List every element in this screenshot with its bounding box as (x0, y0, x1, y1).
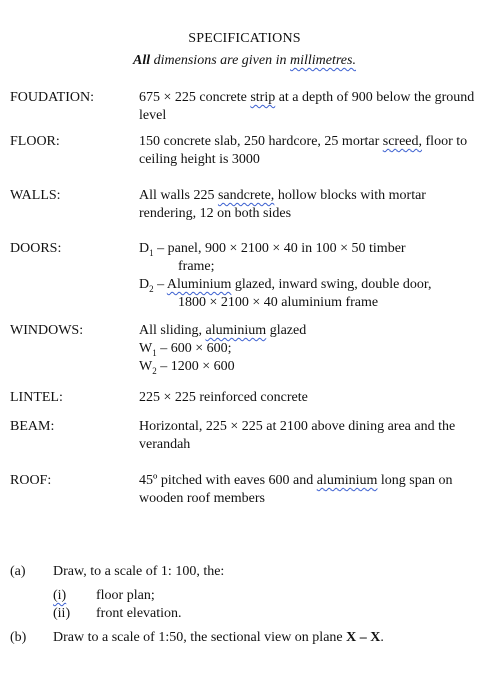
page-subtitle (0, 52, 489, 70)
windows-desc: All sliding, aluminium glazed (139, 323, 307, 338)
plane-label: X – X (346, 630, 381, 645)
walls-label: WALLS: (10, 188, 61, 203)
subtitle-text: dimensions are given in (150, 53, 290, 68)
floor-value: 150 concrete slab, 250 hardcore, 25 mortar screed, floor to ceiling height is 3000 (139, 134, 468, 167)
subtitle-unit: millimetres. (290, 53, 356, 68)
door-d1: $D_1$ – panel, 900 × 2100 × 40 in 100 × 50 timber (139, 241, 406, 258)
roof-value: 45º pitched with eaves 600 and aluminium long span on wooden roof members (139, 473, 453, 506)
subtitle-bold: All (133, 53, 151, 68)
beam-label: BEAM: (10, 419, 55, 434)
doors-label: DOORS: (10, 241, 62, 256)
window-w2: $W_2 - 1200 \times 600$ (139, 359, 235, 376)
door-d1-cont: frame; (178, 259, 215, 274)
windows-label: WINDOWS: (10, 323, 84, 338)
windows-value (139, 322, 479, 376)
lintel-value: 225 × 225 reinforced concrete (139, 390, 308, 405)
foundation-label: FOUDATION: (10, 90, 94, 105)
walls-value: All walls 225 sandcrete, hollow blocks with mortar rendering, 12 on both sides (139, 188, 426, 221)
window-w1: $W_1 - 600 \times 600$; (139, 341, 232, 358)
roof-label: ROOF: (10, 473, 52, 488)
page-title: SPECIFICATIONS (188, 31, 301, 46)
question-a-text: Draw, to a scale of 1: 100, the: (53, 564, 225, 579)
question-a-i-text: floor plan; (96, 588, 155, 603)
question-b-number: (b) (10, 630, 27, 645)
question-a-i-number: (i) (53, 588, 67, 603)
question-a-number: (a) (10, 564, 26, 579)
doors-value (139, 240, 479, 312)
question-a-ii-number: (ii) (53, 606, 71, 621)
floor-label: FLOOR: (10, 134, 60, 149)
question-a-ii-text: front elevation. (96, 606, 182, 621)
beam-value: Horizontal, 225 × 225 at 2100 above dining area and the verandah (139, 419, 456, 452)
door-d2: $D_2$ – Aluminium glazed, inward swing, double door, (139, 277, 432, 294)
question-b-text: Draw to a scale of 1:50, the sectional view on plane X – X. (53, 630, 384, 645)
door-d2-cont: 1800 × 2100 × 40 aluminium frame (178, 295, 379, 310)
foundation-value: 675 × 225 concrete strip at a depth of 900 below the ground level (139, 90, 475, 123)
lintel-label: LINTEL: (10, 390, 63, 405)
